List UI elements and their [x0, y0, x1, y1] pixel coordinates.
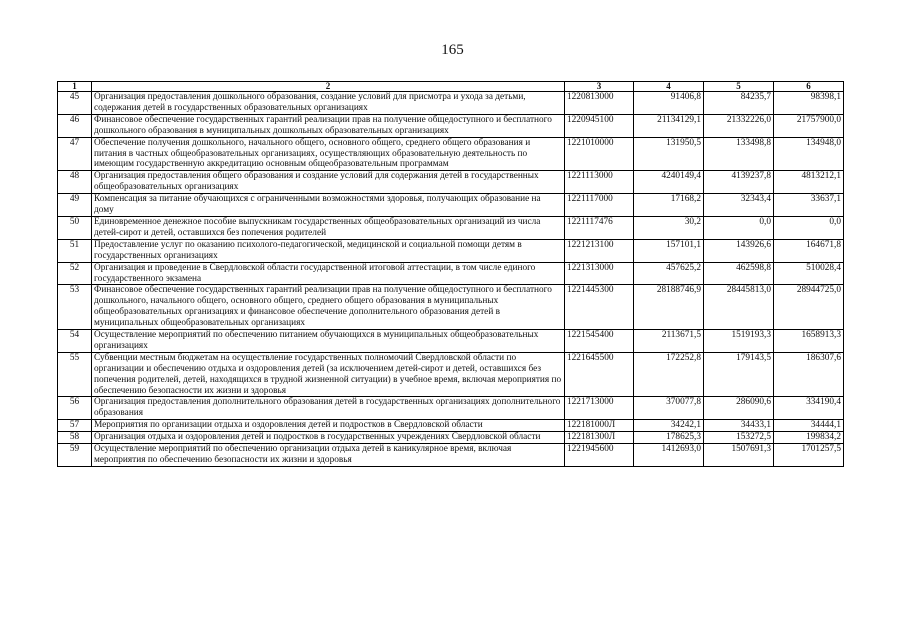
row-code-cell: 1221545400	[565, 330, 634, 353]
row-name-cell: Организация отдыха и оздоровления детей и подростков в государственных учреждениях Свердловской области	[92, 432, 565, 444]
budget-table	[57, 81, 844, 467]
row-code-cell: 1220813000	[565, 92, 634, 115]
row-number-cell: 54	[58, 330, 92, 353]
table-row	[58, 171, 844, 194]
row-number-cell: 49	[58, 194, 92, 217]
row-value-col4-cell: 457625,2	[634, 262, 704, 285]
table-row	[58, 285, 844, 330]
row-name-cell: Финансовое обеспечение государственных гарантий реализации прав на получение общедоступного и бесплатного дошкольного образования в муниципальных дошкольных образовательных организациях	[92, 114, 565, 137]
row-number-cell: 53	[58, 285, 92, 330]
row-value-col6-cell: 164671,8	[774, 239, 844, 262]
row-name-cell: Осуществление мероприятий по обеспечению питанием обучающихся в муниципальных общеобразовательных организациях	[92, 330, 565, 353]
row-code-cell: 1221645500	[565, 352, 634, 397]
row-value-col5-cell: 153272,5	[704, 432, 774, 444]
table-row	[58, 397, 844, 420]
row-value-col4-cell: 178625,3	[634, 432, 704, 444]
row-number-cell: 46	[58, 114, 92, 137]
row-number-cell: 50	[58, 216, 92, 239]
row-value-col5-cell: 34433,1	[704, 420, 774, 432]
row-code-cell: 122181300Л	[565, 432, 634, 444]
row-value-col5-cell: 179143,5	[704, 352, 774, 397]
row-value-col5-cell: 0,0	[704, 216, 774, 239]
row-value-col6-cell: 98398,1	[774, 92, 844, 115]
row-name-cell: Обеспечение получения дошкольного, начального общего, основного общего, среднего общего образования и питания в частных общеобразовательных организациях, осуществляющих образовательную деятельность по имеющим государственную аккредитацию основным общеобразовательным программам	[92, 137, 565, 171]
row-value-col4-cell: 28188746,9	[634, 285, 704, 330]
row-value-col6-cell: 0,0	[774, 216, 844, 239]
row-value-col5-cell: 84235,7	[704, 92, 774, 115]
row-value-col6-cell: 186307,6	[774, 352, 844, 397]
row-code-cell: 1221713000	[565, 397, 634, 420]
row-value-col4-cell: 91406,8	[634, 92, 704, 115]
row-number-cell: 51	[58, 239, 92, 262]
row-name-cell: Предоставление услуг по оказанию психолого-педагогической, медицинской и социальной помощи детям в государственных организациях	[92, 239, 565, 262]
row-value-col4-cell: 30,2	[634, 216, 704, 239]
table-row	[58, 262, 844, 285]
row-value-col5-cell: 133498,8	[704, 137, 774, 171]
row-code-cell: 1221313000	[565, 262, 634, 285]
row-value-col6-cell: 199834,2	[774, 432, 844, 444]
header-col-5: 5	[704, 82, 774, 92]
row-name-cell: Организация предоставления дошкольного образования, создание условий для присмотра и ухода за детьми, содержания детей в государственных образовательных организациях	[92, 92, 565, 115]
row-code-cell: 1221945600	[565, 444, 634, 467]
table-row	[58, 420, 844, 432]
table-row	[58, 114, 844, 137]
row-value-col6-cell: 34444,1	[774, 420, 844, 432]
table-row	[58, 432, 844, 444]
row-code-cell: 1221113000	[565, 171, 634, 194]
row-value-col4-cell: 4240149,4	[634, 171, 704, 194]
row-value-col4-cell: 370077,8	[634, 397, 704, 420]
row-name-cell: Осуществление мероприятий по обеспечению организации отдыха детей в каникулярное время, включая мероприятия по обеспечению безопасности их жизни и здоровья	[92, 444, 565, 467]
row-number-cell: 48	[58, 171, 92, 194]
row-code-cell: 1221117000	[565, 194, 634, 217]
row-code-cell: 1220945100	[565, 114, 634, 137]
table-row	[58, 92, 844, 115]
row-number-cell: 45	[58, 92, 92, 115]
row-number-cell: 57	[58, 420, 92, 432]
row-value-col4-cell: 157101,1	[634, 239, 704, 262]
row-name-cell: Субвенции местным бюджетам на осуществление государственных полномочий Свердловской области по организации и обеспечению отдыха и оздоровления детей (за исключением детей-сирот и детей, оставшихся без попечения родителей, детей, находящихся в трудной жизненной ситуации) в учебное время, включая мероприятия по обеспечению безопасности их жизни и здоровья	[92, 352, 565, 397]
row-value-col4-cell: 21134129,1	[634, 114, 704, 137]
header-col-4: 4	[634, 82, 704, 92]
row-name-cell: Финансовое обеспечение государственных гарантий реализации прав на получение общедоступного и бесплатного дошкольного, начального общего, основного общего, среднего общего образования в муниципальных общеобразовательных организациях и финансовое обеспечение дополнительного образования детей в муниципальных общеобразовательных организациях	[92, 285, 565, 330]
row-value-col6-cell: 334190,4	[774, 397, 844, 420]
row-value-col6-cell: 510028,4	[774, 262, 844, 285]
row-value-col4-cell: 172252,8	[634, 352, 704, 397]
page-number: 165	[441, 42, 464, 58]
row-code-cell: 1221445300	[565, 285, 634, 330]
table-row	[58, 239, 844, 262]
table-row	[58, 444, 844, 467]
row-value-col4-cell: 131950,5	[634, 137, 704, 171]
row-value-col5-cell: 28445813,0	[704, 285, 774, 330]
row-value-col6-cell: 33637,1	[774, 194, 844, 217]
header-col-1: 1	[58, 82, 92, 92]
row-value-col6-cell: 1658913,3	[774, 330, 844, 353]
row-number-cell: 56	[58, 397, 92, 420]
row-value-col6-cell: 134948,0	[774, 137, 844, 171]
row-number-cell: 59	[58, 444, 92, 467]
row-value-col5-cell: 1507691,3	[704, 444, 774, 467]
row-value-col5-cell: 4139237,8	[704, 171, 774, 194]
row-number-cell: 58	[58, 432, 92, 444]
row-value-col6-cell: 4813212,1	[774, 171, 844, 194]
row-name-cell: Организация предоставления дополнительного образования детей в государственных организациях дополнительного образования	[92, 397, 565, 420]
row-number-cell: 55	[58, 352, 92, 397]
row-value-col6-cell: 21757900,0	[774, 114, 844, 137]
row-code-cell: 122181000Л	[565, 420, 634, 432]
row-value-col4-cell: 1412693,0	[634, 444, 704, 467]
table-row	[58, 352, 844, 397]
header-col-6: 6	[774, 82, 844, 92]
row-code-cell: 1221213100	[565, 239, 634, 262]
row-value-col5-cell: 286090,6	[704, 397, 774, 420]
table-row	[58, 216, 844, 239]
table-row	[58, 194, 844, 217]
row-name-cell: Организация предоставления общего образования и создание условий для содержания детей в государственных общеобразовательных организациях	[92, 171, 565, 194]
row-number-cell: 47	[58, 137, 92, 171]
row-name-cell: Компенсация за питание обучающихся с ограниченными возможностями здоровья, получающих образование на дому	[92, 194, 565, 217]
row-value-col4-cell: 34242,1	[634, 420, 704, 432]
row-value-col6-cell: 1701257,5	[774, 444, 844, 467]
table-row	[58, 330, 844, 353]
table-row	[58, 137, 844, 171]
header-col-3: 3	[565, 82, 634, 92]
row-value-col4-cell: 17168,2	[634, 194, 704, 217]
row-name-cell: Организация и проведение в Свердловской области государственной итоговой аттестации, в том числе единого государственного экзамена	[92, 262, 565, 285]
row-name-cell: Единовременное денежное пособие выпускникам государственных общеобразовательных организаций из числа детей-сирот и детей, оставшихся без попечения родителей	[92, 216, 565, 239]
row-code-cell: 1221117476	[565, 216, 634, 239]
row-value-col5-cell: 1519193,3	[704, 330, 774, 353]
row-value-col5-cell: 32343,4	[704, 194, 774, 217]
row-name-cell: Мероприятия по организации отдыха и оздоровления детей и подростков в Свердловской области	[92, 420, 565, 432]
row-value-col5-cell: 21332226,0	[704, 114, 774, 137]
row-value-col4-cell: 2113671,5	[634, 330, 704, 353]
row-value-col5-cell: 143926,6	[704, 239, 774, 262]
row-code-cell: 1221010000	[565, 137, 634, 171]
row-number-cell: 52	[58, 262, 92, 285]
table-header-row	[58, 82, 844, 92]
row-value-col6-cell: 28944725,0	[774, 285, 844, 330]
header-col-2: 2	[92, 82, 565, 92]
row-value-col5-cell: 462598,8	[704, 262, 774, 285]
